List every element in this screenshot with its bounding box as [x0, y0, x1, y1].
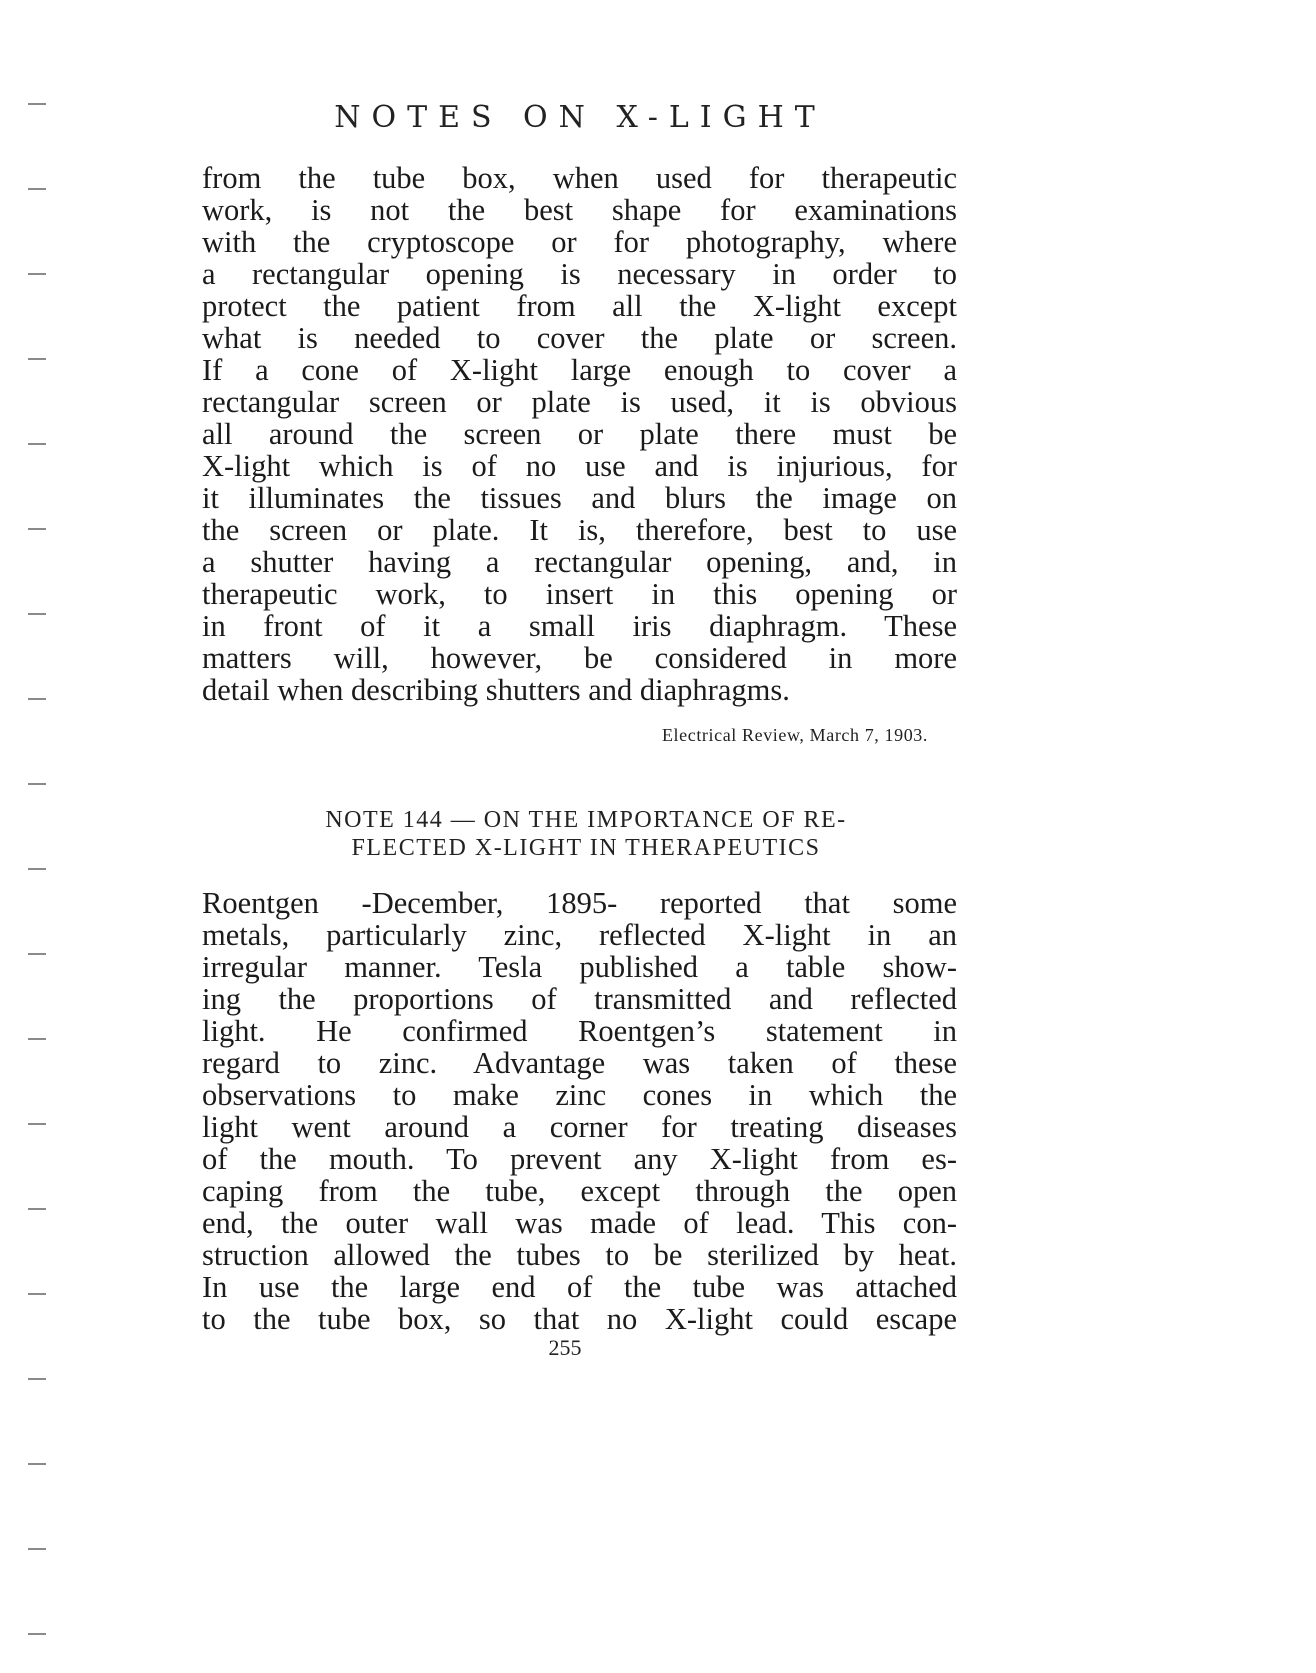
text-line: with the cryptoscope or for photography, where [202, 225, 957, 259]
note-heading [214, 806, 958, 862]
text-line: detail when describing shutters and diaphragms. [202, 673, 790, 707]
text-line: Roentgen -December, 1895- reported that some [202, 886, 957, 920]
margin-mark [28, 1038, 46, 1040]
heading-line: FLECTED X-LIGHT IN THERAPEUTICS [351, 835, 821, 861]
margin-mark [28, 1378, 46, 1380]
margin-mark [28, 103, 46, 105]
margin-mark [28, 273, 46, 275]
text-line: irregular manner. Tesla published a table show- [202, 950, 957, 984]
text-line: metals, particularly zinc, reflected X-light in an [202, 918, 957, 952]
text-line: light. He confirmed Roentgen’s statement in [202, 1014, 957, 1048]
text-line: rectangular screen or plate is used, it is obvious [202, 385, 957, 419]
text-line: ing the proportions of transmitted and reflected [202, 982, 957, 1016]
margin-mark [28, 1548, 46, 1550]
text-line: to the tube box, so that no X-light could escape [202, 1302, 957, 1336]
text-line: a rectangular opening is necessary in order to [202, 257, 957, 291]
text-line: all around the screen or plate there must be [202, 417, 957, 451]
margin-mark [28, 443, 46, 445]
text-line: the screen or plate. It is, therefore, best to use [202, 513, 957, 547]
text-line: from the tube box, when used for therapeutic [202, 161, 957, 195]
heading-line: NOTE 144 — ON THE IMPORTANCE OF RE- [325, 807, 847, 833]
citation: Electrical Review, March 7, 1903. [661, 725, 928, 745]
running-head: NOTES ON X-LIGHT [334, 100, 826, 135]
margin-mark [28, 783, 46, 785]
margin-mark [28, 613, 46, 615]
scan-margin-marks [22, 0, 62, 1673]
text-line: of the mouth. To prevent any X-light from es- [202, 1142, 957, 1176]
text-line: X-light which is of no use and is injurious, for [202, 449, 957, 483]
text-line: what is needed to cover the plate or screen. [202, 321, 957, 355]
text-line: If a cone of X-light large enough to cover a [202, 353, 957, 387]
margin-mark [28, 528, 46, 530]
note-paragraph [202, 887, 957, 1335]
paragraph-continued [202, 162, 957, 706]
text-line: light went around a corner for treating diseases [202, 1110, 957, 1144]
text-line: In use the large end of the tube was attached [202, 1270, 957, 1304]
margin-mark [28, 358, 46, 360]
text-line: protect the patient from all the X-light except [202, 289, 957, 323]
text-line: it illuminates the tissues and blurs the image on [202, 481, 957, 515]
margin-mark [28, 1633, 46, 1635]
text-line: therapeutic work, to insert in this opening or [202, 577, 957, 611]
margin-mark [28, 1463, 46, 1465]
margin-mark [28, 868, 46, 870]
text-line: work, is not the best shape for examinations [202, 193, 957, 227]
text-line: observations to make zinc cones in which the [202, 1078, 957, 1112]
margin-mark [28, 953, 46, 955]
text-line: end, the outer wall was made of lead. This con- [202, 1206, 957, 1240]
text-line: a shutter having a rectangular opening, and, in [202, 545, 957, 579]
text-line: struction allowed the tubes to be sterilized by heat. [202, 1238, 957, 1272]
margin-mark [28, 698, 46, 700]
margin-mark [28, 1208, 46, 1210]
text-line: matters will, however, be considered in more [202, 641, 957, 675]
page-number: 255 [548, 1335, 582, 1360]
margin-mark [28, 1123, 46, 1125]
margin-mark [28, 1293, 46, 1295]
text-line: in front of it a small iris diaphragm. These [202, 609, 957, 643]
margin-mark [28, 188, 46, 190]
text-line: caping from the tube, except through the open [202, 1174, 957, 1208]
text-line: regard to zinc. Advantage was taken of these [202, 1046, 957, 1080]
